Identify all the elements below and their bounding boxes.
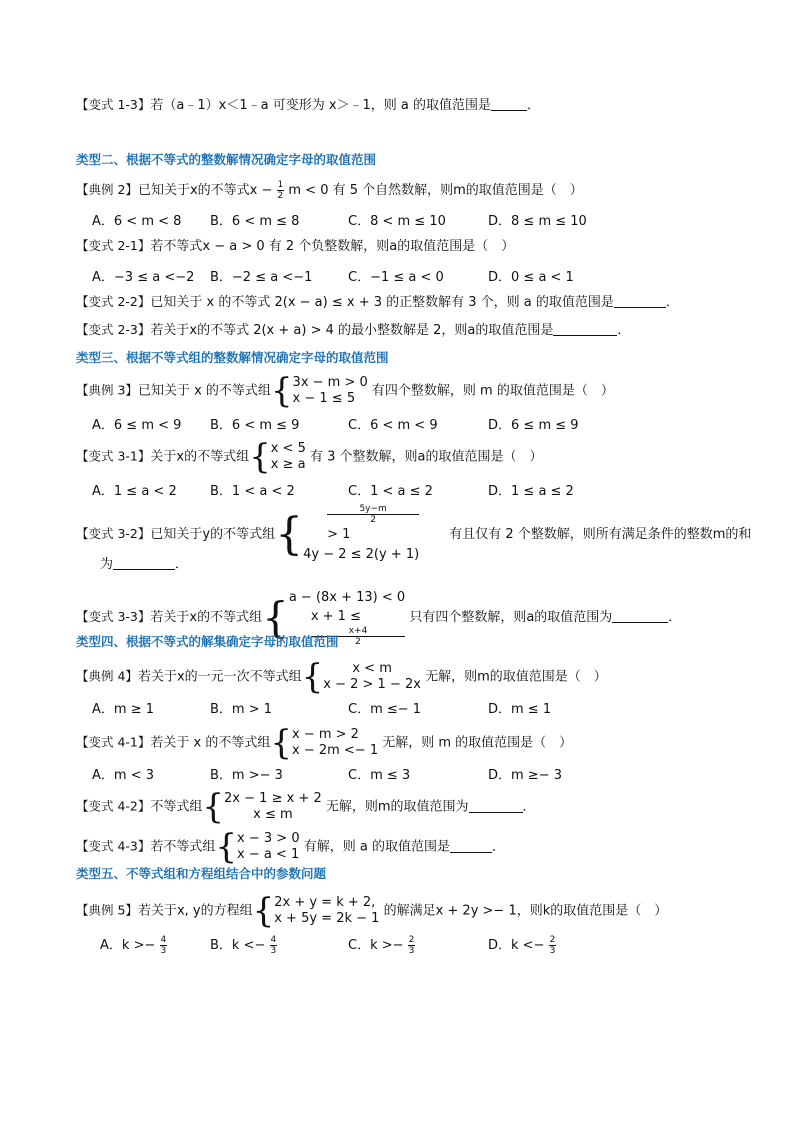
system-row-2-pre: x + 1 ≤ xyxy=(310,609,361,624)
system-row-2: x − 1 ≤ 5 xyxy=(292,391,356,406)
option-b[interactable]: B．6 < m ≤ 9 xyxy=(210,418,300,433)
option-a[interactable] xyxy=(100,934,167,956)
inequality-system xyxy=(270,723,379,763)
brace-icon: { xyxy=(249,437,271,477)
inequality-system xyxy=(270,371,368,411)
section-heading-2: 类型二、根据不等式的整数解情况确定字母的取值范围 xyxy=(76,152,377,167)
question-text-post: 有解，则 a 的取值范围是 xyxy=(303,839,450,855)
option-b[interactable]: B．1 < a < 2 xyxy=(210,484,295,499)
question-v21 xyxy=(76,238,514,255)
answer-blank[interactable] xyxy=(612,609,668,623)
option-a[interactable]: A．1 ≤ a < 2 xyxy=(92,484,177,499)
system-row-1: 2x − 1 ≥ x + 2 xyxy=(224,791,322,806)
question-text-post: 只有四个整数解，则a的取值范围为 xyxy=(409,610,613,625)
option-a[interactable]: A．m ≥ 1 xyxy=(92,702,154,717)
option-c[interactable]: C．−1 ≤ a < 0 xyxy=(348,270,444,285)
question-tag: 【变式 3-3】 xyxy=(76,609,151,624)
option-c[interactable]: C．m ≤ 3 xyxy=(348,768,411,783)
system-row-2: x − 2m <− 1 xyxy=(292,743,379,758)
question-text-pre: 若关于x的一元一次不等式组 xyxy=(137,669,302,685)
system-row-2: 4y − 2 ≤ 2(y + 1) xyxy=(303,547,420,562)
fraction-denominator: 3 xyxy=(408,946,415,956)
option-b[interactable]: B．m > 1 xyxy=(210,702,273,717)
answer-blank[interactable] xyxy=(113,556,175,570)
option-d[interactable] xyxy=(488,934,556,956)
question-tag: 【典例 3】 xyxy=(76,382,138,398)
option-d[interactable]: D．1 ≤ a ≤ 2 xyxy=(488,484,574,499)
brace-icon: { xyxy=(202,787,225,827)
fraction xyxy=(327,504,419,525)
system-row-1: x < m xyxy=(352,661,392,676)
fraction-numerator: 5y−m xyxy=(327,504,419,515)
brace-icon: { xyxy=(301,657,324,697)
brace-icon: { xyxy=(215,827,238,867)
option-c[interactable]: C．1 < a ≤ 2 xyxy=(348,484,433,499)
system-row-1-rest: > 1 xyxy=(327,527,351,542)
question-end: ． xyxy=(491,839,505,855)
fraction-numerator: 4 xyxy=(270,935,277,945)
option-text: k >− xyxy=(121,938,156,953)
question-tag: 【变式 3-1】 xyxy=(76,448,151,464)
question-v13 xyxy=(76,97,540,114)
answer-blank[interactable] xyxy=(614,294,666,308)
question-end: ． xyxy=(665,295,679,310)
option-label: D． xyxy=(488,938,512,953)
question-v31 xyxy=(76,437,543,477)
question-end: ． xyxy=(527,98,541,113)
question-text-pre: 关于x的不等式组 xyxy=(150,449,250,465)
question-tag: 【变式 3-2】 xyxy=(76,526,151,541)
system-row-2: x ≤ m xyxy=(253,807,293,822)
brace-icon: { xyxy=(270,723,292,763)
option-d[interactable]: D．8 ≤ m ≤ 10 xyxy=(488,214,587,229)
system-row-2: x + 5y = 2k − 1 xyxy=(274,911,380,926)
inequality-system xyxy=(202,787,322,827)
question-text-post: m < 0 有 5 个自然数解，则m的取值范围是（ ） xyxy=(288,183,583,198)
question-v23 xyxy=(76,322,630,339)
fraction-numerator: 2 xyxy=(549,935,556,945)
question-text: 若（a﹣1）x＜1﹣a 可变形为 x＞﹣1，则 a 的取值范围是 xyxy=(150,98,492,113)
option-c[interactable]: C．m ≤− 1 xyxy=(348,702,422,717)
question-text-post: 的解满足x + 2y >− 1，则k的取值范围是（ ） xyxy=(383,903,668,919)
fraction-denominator: 3 xyxy=(549,946,556,956)
fraction xyxy=(277,180,285,201)
fraction xyxy=(160,935,168,956)
question-tag: 【变式 4-3】 xyxy=(76,838,151,854)
system-row-1: x − m > 2 xyxy=(292,727,359,742)
fraction-denominator: 3 xyxy=(160,946,167,956)
equation-system xyxy=(252,891,380,931)
question-text-pre: 若关于 x 的不等式组 xyxy=(150,735,271,751)
option-text: k <− xyxy=(511,938,545,953)
question-d3 xyxy=(76,371,614,411)
question-text-post: 有四个整数解，则 m 的取值范围是（ ） xyxy=(371,383,614,399)
inequality-system xyxy=(215,827,300,867)
question-v32-cont xyxy=(100,556,188,573)
question-text-pre: 若关于x的不等式组 xyxy=(150,610,263,625)
fraction-denominator: 2 xyxy=(370,515,376,525)
question-end: ． xyxy=(522,799,536,815)
question-tag: 【变式 2-2】 xyxy=(76,294,151,309)
system-row-1: x − 3 > 0 xyxy=(237,831,300,846)
question-text-pre: 已知关于 x 的不等式组 xyxy=(137,383,271,399)
option-b[interactable]: B．m >− 3 xyxy=(210,768,283,783)
option-a[interactable]: A．6 < m < 8 xyxy=(92,214,182,229)
answer-blank[interactable] xyxy=(491,97,527,111)
option-b[interactable] xyxy=(210,934,277,956)
option-c[interactable] xyxy=(348,934,415,956)
option-b[interactable]: B．−2 ≤ a <−1 xyxy=(210,270,313,285)
question-end: ． xyxy=(175,557,189,572)
question-text-pre: 若不等式组 xyxy=(150,839,216,855)
question-text-post: 有 3 个整数解，则a的取值范围是（ ） xyxy=(310,449,543,465)
system-row-1: 3x − m > 0 xyxy=(292,375,368,390)
fraction-numerator: x+4 xyxy=(311,626,405,637)
brace-icon: { xyxy=(270,371,293,411)
inequality-system xyxy=(249,437,306,477)
question-text-pre: 已知关于y的不等式组 xyxy=(150,527,276,542)
question-text: 若不等式x − a > 0 有 2 个负整数解，则a的取值范围是（ ） xyxy=(150,239,515,254)
fraction-numerator: 1 xyxy=(277,180,284,190)
system-row-2: x − a < 1 xyxy=(237,847,300,862)
question-tag: 【变式 1-3】 xyxy=(76,97,151,112)
question-text-post: 有且仅有 2 个整数解，则所有满足条件的整数m的和 xyxy=(449,527,752,542)
option-b[interactable]: B．6 < m ≤ 8 xyxy=(210,214,300,229)
option-text: k <− xyxy=(231,938,266,953)
option-d[interactable]: D．m ≤ 1 xyxy=(488,702,552,717)
system-row-2: x ≥ a xyxy=(270,457,306,472)
inequality-system xyxy=(301,657,421,697)
question-tag: 【变式 4-2】 xyxy=(76,798,151,814)
question-tag: 【变式 2-3】 xyxy=(76,322,151,337)
option-a[interactable]: A．6 ≤ m < 9 xyxy=(92,418,182,433)
question-v41 xyxy=(76,723,573,763)
option-label: B． xyxy=(210,938,232,953)
question-end: ． xyxy=(617,323,631,338)
system-row-1: 2x + y = k + 2, xyxy=(274,895,376,910)
system-row-1: x < 5 xyxy=(270,441,306,456)
option-label: A． xyxy=(100,938,122,953)
inequality-system xyxy=(275,504,419,565)
question-text-pre: 已知关于x的不等式x − xyxy=(137,183,273,198)
section-heading-5: 类型五、不等式组和方程组结合中的参数问题 xyxy=(76,866,327,881)
question-tag: 【典例 4】 xyxy=(76,668,138,684)
brace-icon: { xyxy=(252,891,275,931)
fraction-denominator: 2 xyxy=(355,637,361,647)
question-text-post: 无解，则 m 的取值范围是（ ） xyxy=(382,735,573,751)
option-label: C． xyxy=(348,938,371,953)
question-tag: 【典例 5】 xyxy=(76,902,138,918)
answer-blank[interactable] xyxy=(450,839,492,853)
answer-blank[interactable] xyxy=(469,799,523,813)
question-v43 xyxy=(76,827,505,867)
option-d[interactable]: D．0 ≤ a < 1 xyxy=(488,270,574,285)
answer-blank[interactable] xyxy=(553,322,617,336)
question-text: 若关于x的不等式 2(x + a) > 4 的最小整数解是 2，则a的取值范围是 xyxy=(150,323,554,338)
system-row-1: a − (8x + 13) < 0 xyxy=(288,590,406,605)
system-row-2: x − 2 > 1 − 2x xyxy=(323,677,421,692)
option-a[interactable]: A．−3 ≤ a <−2 xyxy=(92,270,195,285)
brace-icon: { xyxy=(275,508,304,560)
option-c[interactable]: C．6 < m < 9 xyxy=(348,418,438,433)
question-tag: 【变式 4-1】 xyxy=(76,734,151,750)
question-tag: 【典例 2】 xyxy=(76,182,138,197)
question-tag: 【变式 2-1】 xyxy=(76,238,151,253)
brace-icon: { xyxy=(262,592,289,642)
fraction-numerator: 4 xyxy=(160,935,167,945)
fraction-denominator: 3 xyxy=(270,946,277,956)
option-text: k >− xyxy=(370,938,404,953)
question-text-post: 无解，则m的取值范围为 xyxy=(325,799,469,815)
question-text-pre: 不等式组 xyxy=(150,799,203,815)
question-v22 xyxy=(76,294,679,311)
section-heading-4: 类型四、根据不等式的解集确定字母的取值范围 xyxy=(76,634,339,649)
question-text-cont: 为 xyxy=(100,557,114,572)
fraction-denominator: 2 xyxy=(277,191,284,201)
question-end: ． xyxy=(668,610,682,625)
option-d[interactable]: D．m ≥− 3 xyxy=(488,768,562,783)
question-text-pre: 若关于x, y的方程组 xyxy=(137,903,253,919)
option-a[interactable]: A．m < 3 xyxy=(92,768,154,783)
question-d5 xyxy=(76,891,668,931)
question-text-post: 无解，则m的取值范围是（ ） xyxy=(425,669,607,685)
option-d[interactable]: D．6 ≤ m ≤ 9 xyxy=(488,418,579,433)
fraction xyxy=(549,935,557,956)
fraction xyxy=(408,935,416,956)
section-heading-3: 类型三、根据不等式组的整数解情况确定字母的取值范围 xyxy=(76,350,389,365)
fraction-numerator: 2 xyxy=(408,935,415,945)
question-v42 xyxy=(76,787,536,827)
option-c[interactable]: C．8 < m ≤ 10 xyxy=(348,214,446,229)
fraction xyxy=(270,935,278,956)
question-d4 xyxy=(76,657,607,697)
question-d2 xyxy=(76,180,583,201)
question-text: 已知关于 x 的不等式 2(x − a) ≤ x + 3 的正整数解有 3 个，则 a 的取值范围是 xyxy=(150,295,614,310)
